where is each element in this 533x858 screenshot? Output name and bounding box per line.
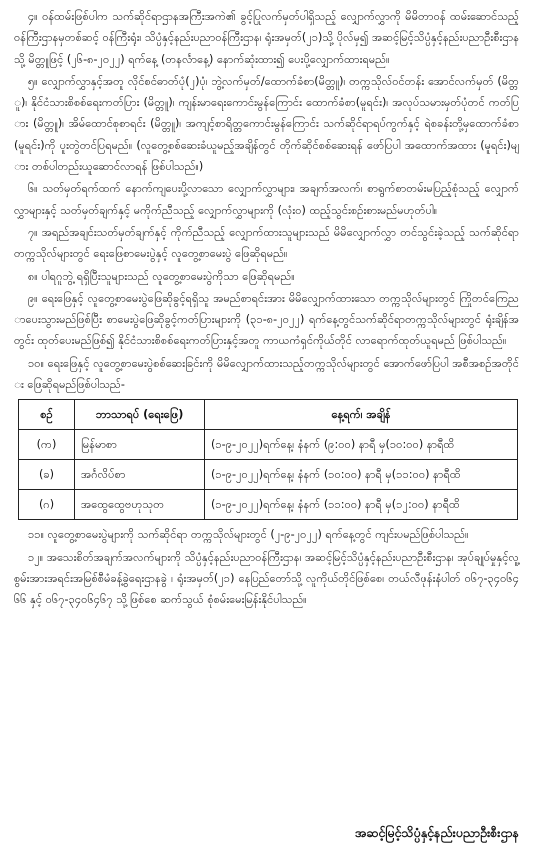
paragraph-5: ၅။ လျှောက်လွှာနှင့်အတူ လိုင်စင်ဓာတ်ပုံ(၂)ပုံ၊ ဘွဲ့လက်မှတ်/ထောက်ခံစာ(မိတ္တူ)၊ တက္ကသိုလ်ဝင်တန်း အောင်လက်မှတ် (မိတ္တူ)၊ နိုင်ငံသားစိစစ်ရေးကတ်ပြား (မိတ္တူ)၊ ကျန်းမာရေးကောင်းမွန်ကြောင်း ထောက်ခံစာ(မူရင်း)၊ အလုပ်သမားမှတ်ပုံတင် ကတ်ပြား (မိတ္တူ)၊ အိမ်ထောင်စုစာရင်း (မိတ္တူ)၊ အကျင့်စာရိတ္တကောင်းမွန်ကြောင်း သက်ဆိုင်ရာရပ်ကွက်နှင့် ရဲစခန်းတို့မှထောက်ခံစာ(မူရင်း)ကို ပူးတွဲတင်ပြရမည်။ (လူတွေ့စစ်ဆေးခံယူမည့်အချိန်တွင် တိုက်ဆိုင်စစ်ဆေးရန် ဖော်ပြပါ အထောက်အထား (မူရင်း)များ တစ်ပါတည်းယူဆောင်လာရန် ဖြစ်ပါသည်။) xyxy=(14,74,519,174)
exam-schedule-table-wrapper xyxy=(18,399,518,520)
paragraph-12: ၁၂။ အသေးစိတ်အချက်အလက်များကို သိပ္ပံနှင့်နည်းပညာဝန်ကြီးဌာန၊ အဆင့်မြင့်သိပ္ပံနှင့်နည်းပညာဦးစီးဌာန၊ အုပ်ချုပ်မှုနှင့်လူ့စွမ်းအားအရင်းအမြစ်စီမံခန့်ခွဲရေးဌာနခွဲ ၊ ရုံးအမှတ်(၂၁) နေပြည်တော်သို့ လူကိုယ်တိုင်ဖြစ်စေ၊ တယ်လီဖုန်းနံပါတ် ၀၆၇-၃၄၀၆၄၆၆ နှင့် ၀၆၇-၃၄၀၆၄၆၇ သို့ဖြစ်စေ ဆက်သွယ် စုံစမ်းမေးမြန်းနိုင်ပါသည်။ xyxy=(14,550,519,607)
table-row xyxy=(19,430,518,460)
paragraph-6: ၆။ သတ်မှတ်ရက်ထက် နောက်ကျပေးပို့လာသော လျှောက်လွှာများ၊ အချက်အလက်၊ စာရွက်စာတမ်းမပြည့်စုံသည့် လျှောက်လွှာများနှင့် သတ်မှတ်ချက်နှင့် မကိုက်ညီသည့် လျှောက်လွှာများကို (လုံးဝ) ထည့်သွင်းစဉ်းစားမည်မဟုတ်ပါ။ xyxy=(14,182,519,217)
row-serial: (က) xyxy=(19,430,75,460)
paragraph-10: ၁၀။ ရေးဖြေနှင့် လူတွေ့စာမေးပွဲစစ်ဆေးခြင်းကို မိမိလျှောက်ထားသည့်တက္ကသိုလ်များတွင် အောက်ဖော်ပြပါ အစီအစဉ်အတိုင်း ဖြေဆိုရမည်ဖြစ်ပါသည်- xyxy=(14,356,519,392)
paragraph-4: ၄။ ဝန်ထမ်းဖြစ်ပါက သက်ဆိုင်ရာဌာနအကြီးအကဲ၏ ခွင့်ပြုလက်မှတ်ပါရှိသည့် လျှောက်လွှာကို မိမိတာဝန် ထမ်းဆောင်သည့် ဝန်ကြီးဌာနမှတစ်ဆင့် ဝန်ကြီးရုံး၊ သိပ္ပံနှင့်နည်းပညာဝန်ကြီးဌာန၊ ရုံးအမှတ်(၂၁)သို့ ပိုလ်မှ၍ အဆင့်မြင့်သိပ္ပံနှင့်နည်းပညာဦးစီးဌာနသို့ မိတ္တူဖြင့် (၂၆-၈-၂၀၂၂) ရက်နေ့ (တနင်္လာနေ့) နောက်ဆုံးထား၍ ပေးပို့လျှောက်ထားရမည်။ xyxy=(14,10,519,66)
table-row xyxy=(19,490,518,520)
row-subject: အင်္ဂလိပ်စာ xyxy=(75,460,205,490)
table-header-row xyxy=(19,400,518,430)
row-subject: အထွေထွေဗဟုသုတ xyxy=(75,490,205,520)
table-row xyxy=(19,460,518,490)
issuing-department-signature: အဆင့်မြင့်သိပ္ပံနှင့်နည်းပညာဦးစီးဌာန xyxy=(354,825,519,840)
header-serial: စဉ် xyxy=(19,400,75,430)
paragraph-11: ၁၁။ လူတွေ့စာမေးပွဲများကို သက်ဆိုင်ရာ တက္ကသိုလ်များတွင် (၂-၉-၂၀၂၂) ရက်နေ့တွင် ကျင်းပမည်ဖြစ်ပါသည်။ xyxy=(28,528,469,542)
row-date-time: (၁-၉-၂၀၂၂)ရက်နေ့၊ နံနက် (၁၀:၀၀) နာရီ မှ(၁၁:၀၀) နာရီထိ xyxy=(205,460,518,490)
paragraph-8: ၈။ ပါရဂူဘွဲ့ ရရှိပြီးသူများသည် လူတွေ့စာမေးပွဲကိုသာ ဖြေဆိုရမည်။ xyxy=(28,269,295,283)
row-serial: (ခ) xyxy=(19,460,75,490)
row-subject: မြန်မာစာ xyxy=(75,430,205,460)
paragraph-9: ၉။ ရေးဖြေနှင့် လူတွေ့စာမေးပွဲဖြေဆိုခွင့်ရရှိသူ အမည်စာရင်းအား မိမိလျှောက်ထားသော တက္ကသိုလ်များတွင် ကြိုတင်ကြေညာပေးသွားမည်ဖြစ်ပြီး စာမေးပွဲဖြေဆိုခွင့်ကတ်ပြားများကို (၃၁-၈-၂၀၂၂) ရက်နေ့တွင်သက်ဆိုင်ရာတက္ကသိုလ်များတွင် ရုံးချိန်အတွင်း ထုတ်ပေးမည်ဖြစ်၍ နိုင်ငံသားစိစစ်ရေးကတ်ပြားနှင့်အတူ ကာယကံရှင်ကိုယ်တိုင် လာရောက်ထုတ်ယူရမည် ဖြစ်ပါသည်။ xyxy=(14,291,519,348)
exam-schedule-table xyxy=(18,399,518,520)
header-subject: ဘာသာရပ် (ရေးဖြေ) xyxy=(75,400,205,430)
header-date-time: နေ့ရက်၊ အချိန် xyxy=(205,400,518,430)
row-date-time: (၁-၉-၂၀၂၂)ရက်နေ့၊ နံနက် (၉:၀၀) နာရီ မှ(၁၀:၀၀) နာရီထိ xyxy=(205,430,518,460)
row-date-time: (၁-၉-၂၀၂၂)ရက်နေ့၊ နံနက် (၁၁:၀၀) နာရီ မှ(၁၂:၀၀) နာရီထိ xyxy=(205,490,518,520)
paragraph-7: ၇။ အရည်အချင်းသတ်မှတ်ချက်နှင့် ကိုက်ညီသည့် လျှောက်ထားသူများသည် မိမိလျှောက်လွှာ တင်သွင်းခဲ့သည့် သက်ဆိုင်ရာ တက္ကသိုလ်များတွင် ရေးဖြေစာမေးပွဲနှင့် လူတွေ့စာမေးပွဲ ဖြေဆိုရမည်။ xyxy=(14,225,519,261)
row-serial: (ဂ) xyxy=(19,490,75,520)
